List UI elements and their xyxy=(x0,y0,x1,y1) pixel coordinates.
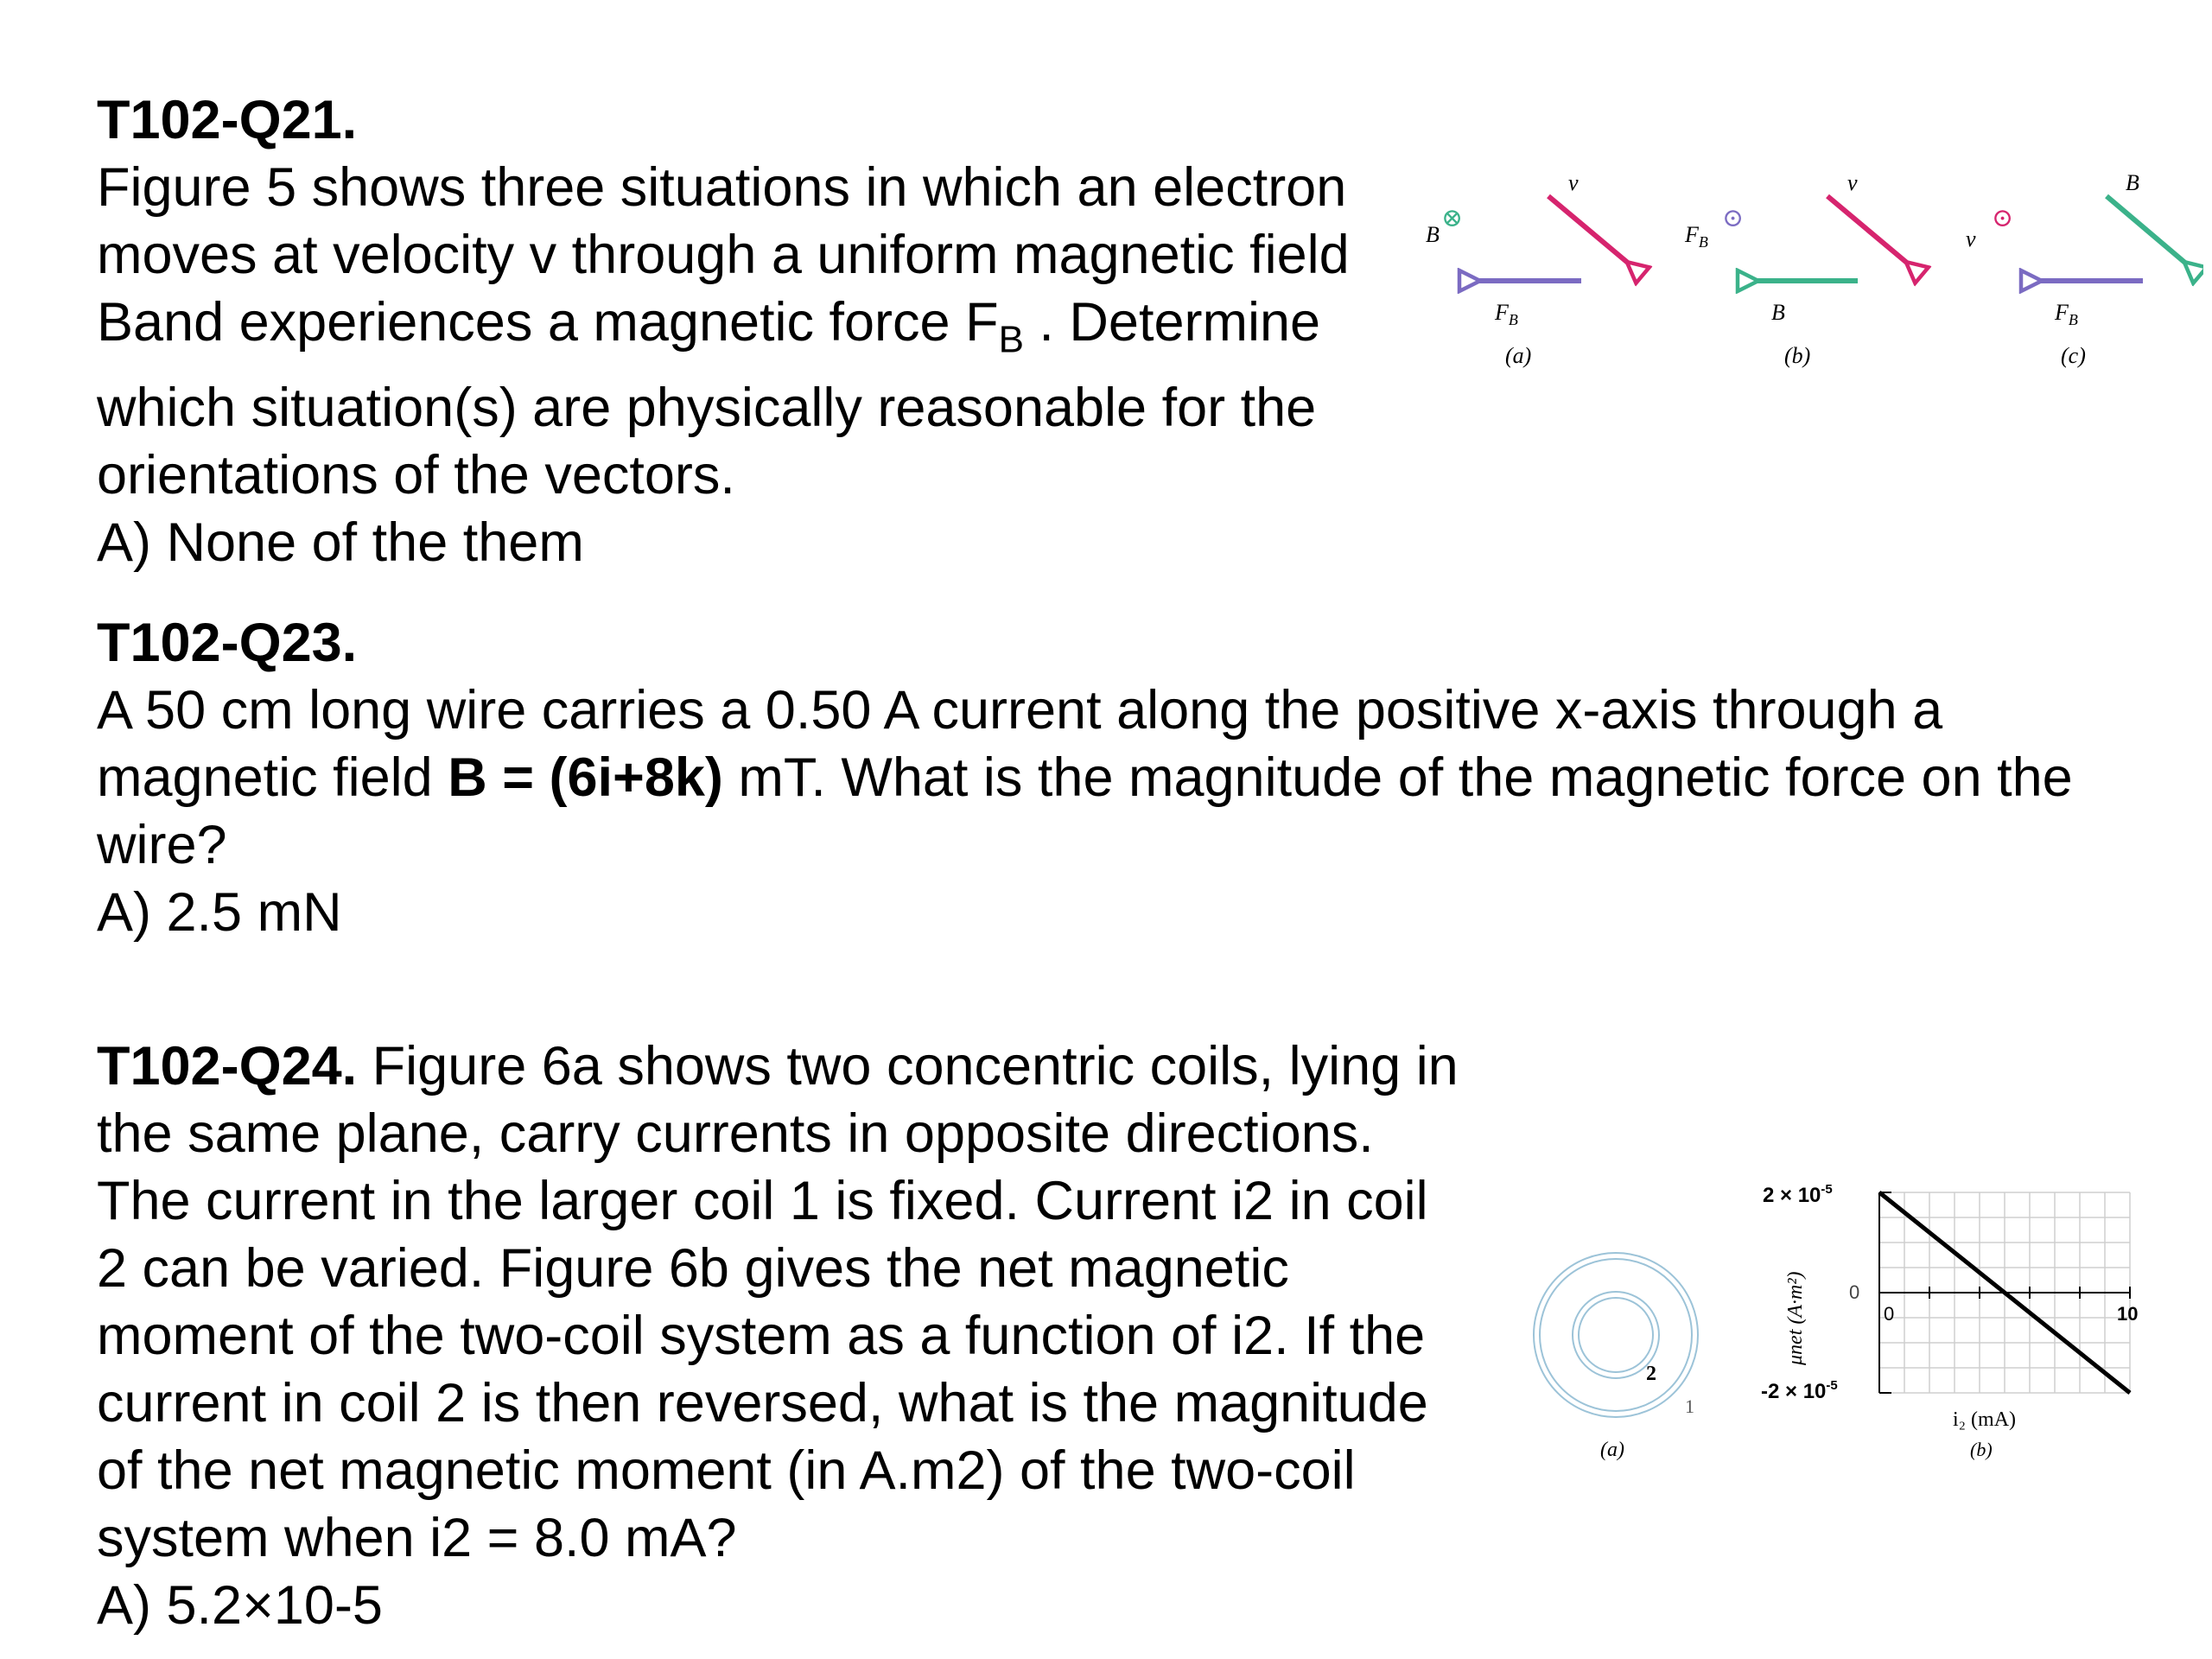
field-symbol: $F_B$ xyxy=(1685,222,1708,251)
panel-c xyxy=(1966,170,2186,368)
field-marker: ⊗ xyxy=(1441,204,1464,232)
outer-coil xyxy=(1534,1253,1698,1417)
question-23-line: A 50 cm long wire carries a 0.50 A current along the positive x-axis through a xyxy=(97,680,1943,741)
question-23-title: T102-Q23. xyxy=(97,613,358,673)
field-marker: ⊙ xyxy=(1992,204,2014,232)
coil-2-label: 2 xyxy=(1646,1363,1656,1385)
inner-coil-ring xyxy=(1579,1298,1653,1372)
question-24-title: T102-Q24. xyxy=(97,1036,358,1096)
figure-5-vectors xyxy=(1408,160,2203,385)
question-24-line: 2 can be varied. Figure 6b gives the net magnetic xyxy=(97,1238,1289,1299)
field-arrow xyxy=(2107,196,2186,264)
x-axis-label: i₂ (mA) xyxy=(1953,1408,2017,1431)
question-24-line: current in coil 2 is then reversed, what is the magnitude xyxy=(97,1373,1428,1433)
force-label: $F_B$ xyxy=(1495,300,1518,328)
panel-label: (c) xyxy=(2061,343,2086,368)
xtick-label-0: 0 xyxy=(1884,1303,1895,1325)
question-21-line xyxy=(97,289,1350,374)
question-23-line-post: mT. What is the magnitude of the magnetic force on the xyxy=(722,747,2073,808)
question-21-line: moves at velocity v through a uniform magnetic field xyxy=(97,225,1350,285)
question-21-line: orientations of the vectors. xyxy=(97,444,735,505)
question-24-line-text: Figure 6a shows two concentric coils, lying in xyxy=(357,1036,1459,1096)
question-24-line: of the net magnetic moment (in A.m2) of the two-coil xyxy=(97,1440,1356,1501)
force-label: $F_B$ xyxy=(2055,300,2078,328)
field-symbol: v xyxy=(1966,226,1976,251)
question-24-line xyxy=(97,1033,1459,1100)
question-23 xyxy=(97,609,2073,946)
field-symbol: B xyxy=(1426,222,1440,247)
fb-subscript: B xyxy=(998,318,1024,361)
figure-6a-coils xyxy=(1521,1244,1711,1478)
panel-label: (a) xyxy=(1600,1439,1624,1461)
question-21-title: T102-Q21. xyxy=(97,90,358,150)
ytick-label-bottom: $-2 \times 10^{-5}$ xyxy=(1761,1378,1838,1403)
question-21-answer: A) None of the them xyxy=(97,512,584,573)
question-23-line: wire? xyxy=(97,815,227,875)
question-23-line-pre: magnetic field xyxy=(97,747,448,808)
figure-6b-chart xyxy=(1745,1166,2177,1486)
velocity-arrow xyxy=(1827,196,1908,264)
question-21 xyxy=(97,86,1350,576)
question-24-line: system when i2 = 8.0 mA? xyxy=(97,1508,737,1568)
velocity-symbol: v xyxy=(1568,170,1579,195)
ytick-label-top: $2 \times 10^{-5}$ xyxy=(1763,1182,1833,1207)
panel-b xyxy=(1684,170,1908,368)
panel-label: (b) xyxy=(1970,1439,1993,1460)
question-21-line: Figure 5 shows three situations in which an electron xyxy=(97,157,1347,218)
panel-a xyxy=(1426,170,1629,368)
panel-label: (a) xyxy=(1505,343,1532,368)
field-vector: B = (6i+8k) xyxy=(448,747,723,808)
outer-coil-ring xyxy=(1540,1259,1692,1411)
question-24-line: the same plane, carry currents in opposite directions. xyxy=(97,1103,1374,1164)
field-marker: ⊙ xyxy=(1722,204,1745,232)
coil-1-label: 1 xyxy=(1685,1395,1694,1417)
panel-label: (b) xyxy=(1784,343,1811,368)
question-23-line xyxy=(97,744,2073,811)
velocity-symbol: B xyxy=(2126,170,2139,195)
xtick-label-10: 10 xyxy=(2117,1303,2139,1325)
velocity-arrow xyxy=(1548,196,1629,264)
y-axis-label: μnet (A·m²) xyxy=(1784,1271,1807,1365)
question-21-line-tail: . Determine xyxy=(1023,292,1321,353)
ytick-label-zero: 0 xyxy=(1849,1281,1860,1303)
question-24-line: moment of the two-coil system as a function of i2. If the xyxy=(97,1306,1426,1366)
question-24-line: The current in the larger coil 1 is fixed. Current i2 in coil xyxy=(97,1171,1428,1231)
arrow-label: B xyxy=(1771,300,1785,325)
question-21-line: which situation(s) are physically reasonable for the xyxy=(97,377,1317,438)
question-24 xyxy=(97,1033,1459,1639)
velocity-symbol: v xyxy=(1847,170,1858,195)
question-23-answer: A) 2.5 mN xyxy=(97,882,342,943)
question-21-line-text: Band experiences a magnetic force F xyxy=(97,292,999,353)
question-24-answer: A) 5.2×10-5 xyxy=(97,1575,383,1636)
